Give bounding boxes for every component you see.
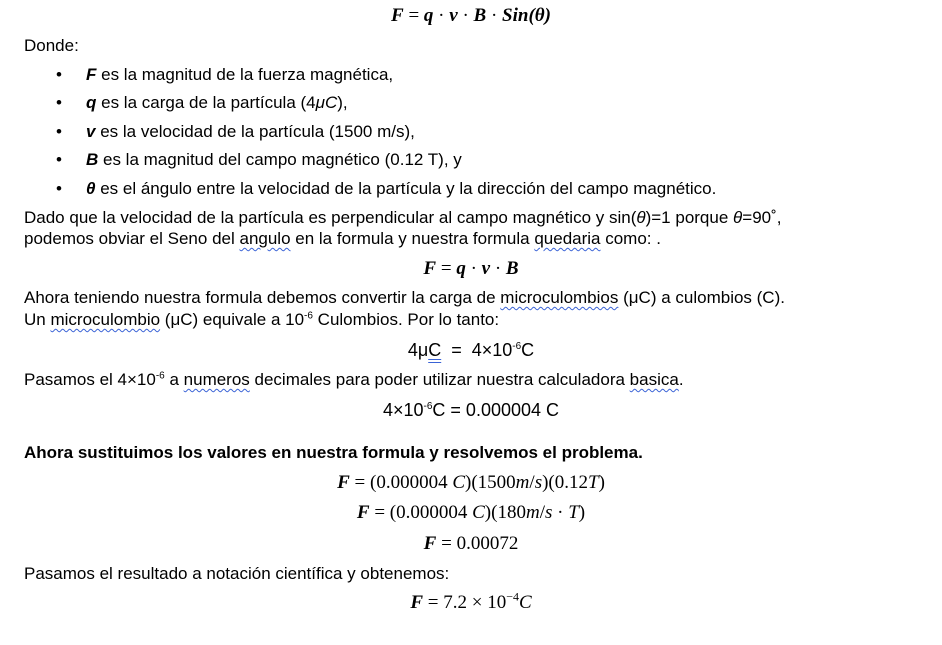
text: (μC) equivale a 10: [160, 310, 305, 329]
var-q: q: [456, 258, 466, 279]
para2-line1: [24, 288, 785, 308]
bullet-desc: es la velocidad de la partícula (1500 m/s),: [95, 122, 415, 141]
bullet-tail: ),: [337, 93, 348, 112]
para2-line2: [24, 310, 499, 330]
text: = (0.000004: [349, 472, 453, 493]
bullet-dot: •: [56, 150, 62, 169]
unit-c: C: [452, 472, 466, 493]
text: podemos obviar el Seno del: [24, 229, 240, 248]
spelling-word: basica: [629, 370, 679, 389]
text: Ahora teniendo nuestra formula debemos convertir la carga de: [24, 288, 501, 307]
section-heading: Ahora sustituimos los valores en nuestra formula y resolvemos el problema.: [24, 443, 643, 462]
unit-s: s: [534, 472, 543, 493]
dot: ·: [486, 5, 503, 26]
text: C: [521, 340, 535, 360]
bullet-dot: •: [56, 179, 62, 198]
bullet-text: [86, 65, 393, 85]
var-b: B: [505, 258, 519, 279]
text: C = 0.000004 C: [432, 400, 560, 420]
spelling-word: microculombios: [500, 288, 619, 307]
dot: ·: [490, 258, 506, 279]
var-q: q: [86, 93, 97, 112]
text: Culombios. Por lo tanto:: [312, 310, 500, 329]
spelling-word: numeros: [183, 370, 250, 389]
unit-c: C: [472, 502, 485, 523]
var-b: B: [86, 150, 99, 169]
var-f: F: [410, 592, 424, 613]
simple-formula: [0, 258, 942, 280]
var-f: F: [86, 65, 97, 84]
var-q: q: [423, 5, 434, 26]
dot: ·: [433, 5, 450, 26]
var-f: F: [391, 5, 404, 26]
bullet-dot: •: [56, 65, 62, 84]
bullet-desc: es la carga de la partícula (4: [96, 93, 316, 112]
text: = 7.2 × 10: [423, 592, 507, 613]
var-b: B: [473, 5, 487, 26]
text: =90˚,: [742, 208, 782, 227]
unit-c: C: [428, 340, 442, 360]
bullet-text: [86, 150, 462, 170]
spelling-word: quedaria: [534, 229, 601, 248]
var-theta: θ: [86, 179, 96, 198]
text: Dado que la velocidad de la partícula es perpendicular al campo magnético y sin(: [24, 208, 637, 227]
var-f: F: [337, 472, 350, 493]
para4: Pasamos el resultado a notación científica y obtenemos:: [24, 564, 450, 583]
dot: ·: [552, 502, 569, 523]
donde-label: Donde:: [24, 36, 79, 55]
bullet-desc: es el ángulo entre la velocidad de la partícula y la dirección del campo magnético.: [95, 179, 717, 198]
unit-m: m: [525, 502, 540, 523]
text: en la formula y nuestra formula: [290, 229, 535, 248]
text: Pasamos el 4×10: [24, 370, 156, 389]
var-f: F: [356, 502, 370, 523]
final-equation: [0, 589, 942, 614]
substitution-eq-3: [0, 533, 942, 555]
exponent: -6: [423, 401, 433, 412]
var-v: v: [86, 122, 96, 141]
unit-s: s: [544, 502, 553, 523]
text: = 0.00072: [436, 533, 519, 554]
exponent: −4: [506, 589, 519, 604]
text: 4μ: [407, 340, 429, 360]
dot: ·: [465, 258, 482, 279]
bullet-desc: es la magnitud de la fuerza magnética,: [96, 65, 394, 84]
text: )(0.12: [542, 472, 588, 493]
equals: =: [441, 340, 472, 360]
exponent: -6: [512, 341, 522, 352]
var-f: F: [423, 258, 437, 279]
text: )(180: [484, 502, 526, 523]
text: ): [598, 472, 605, 493]
text: 4×10: [382, 400, 424, 420]
text: (μC) a culombios (C).: [618, 288, 785, 307]
unit-t: T: [588, 472, 599, 493]
para1-line2: [24, 229, 661, 249]
dot: ·: [457, 5, 474, 26]
bullet-text: [86, 93, 348, 113]
equals: =: [436, 258, 457, 279]
text: .: [678, 370, 684, 389]
bullet-text: [86, 122, 415, 142]
text: = (0.000004: [369, 502, 473, 523]
para1-line1: [24, 208, 782, 228]
bullet-desc: es la magnitud del campo magnético (0.12 T), y: [98, 150, 462, 169]
spelling-word: angulo: [239, 229, 291, 248]
substitution-eq-1: [0, 472, 942, 494]
text: ): [578, 502, 586, 523]
exponent: -6: [155, 370, 165, 382]
theta: θ: [636, 208, 646, 227]
bullet-dot: •: [56, 93, 62, 112]
bullet-dot: •: [56, 122, 62, 141]
text: decimales para poder utilizar nuestra calculadora: [249, 370, 630, 389]
para3: [24, 370, 684, 390]
text: )=1 porque: [645, 208, 734, 227]
decimal-equation: [0, 400, 942, 421]
bullet-text: [86, 179, 716, 199]
slash: /: [529, 472, 535, 493]
conversion-equation: [0, 340, 942, 361]
spelling-word: microculombio: [50, 310, 161, 329]
substitution-eq-2: [0, 502, 942, 524]
unit-c: C: [518, 592, 532, 613]
var-f: F: [423, 533, 437, 554]
main-formula: [0, 5, 942, 27]
exponent: -6: [304, 310, 313, 322]
text: )(1500: [465, 472, 516, 493]
unit-m: m: [515, 472, 530, 493]
equals: =: [403, 5, 424, 26]
sin-theta: Sin(θ): [502, 5, 551, 26]
var-v: v: [449, 5, 458, 26]
text: como: .: [600, 229, 661, 248]
text: Un: [24, 310, 51, 329]
unit-t: T: [568, 502, 579, 523]
theta: θ: [733, 208, 743, 227]
unit-uc: μC: [315, 93, 338, 112]
text: 4×10: [471, 340, 513, 360]
slash: /: [539, 502, 545, 523]
text: a: [164, 370, 184, 389]
var-v: v: [481, 258, 491, 279]
